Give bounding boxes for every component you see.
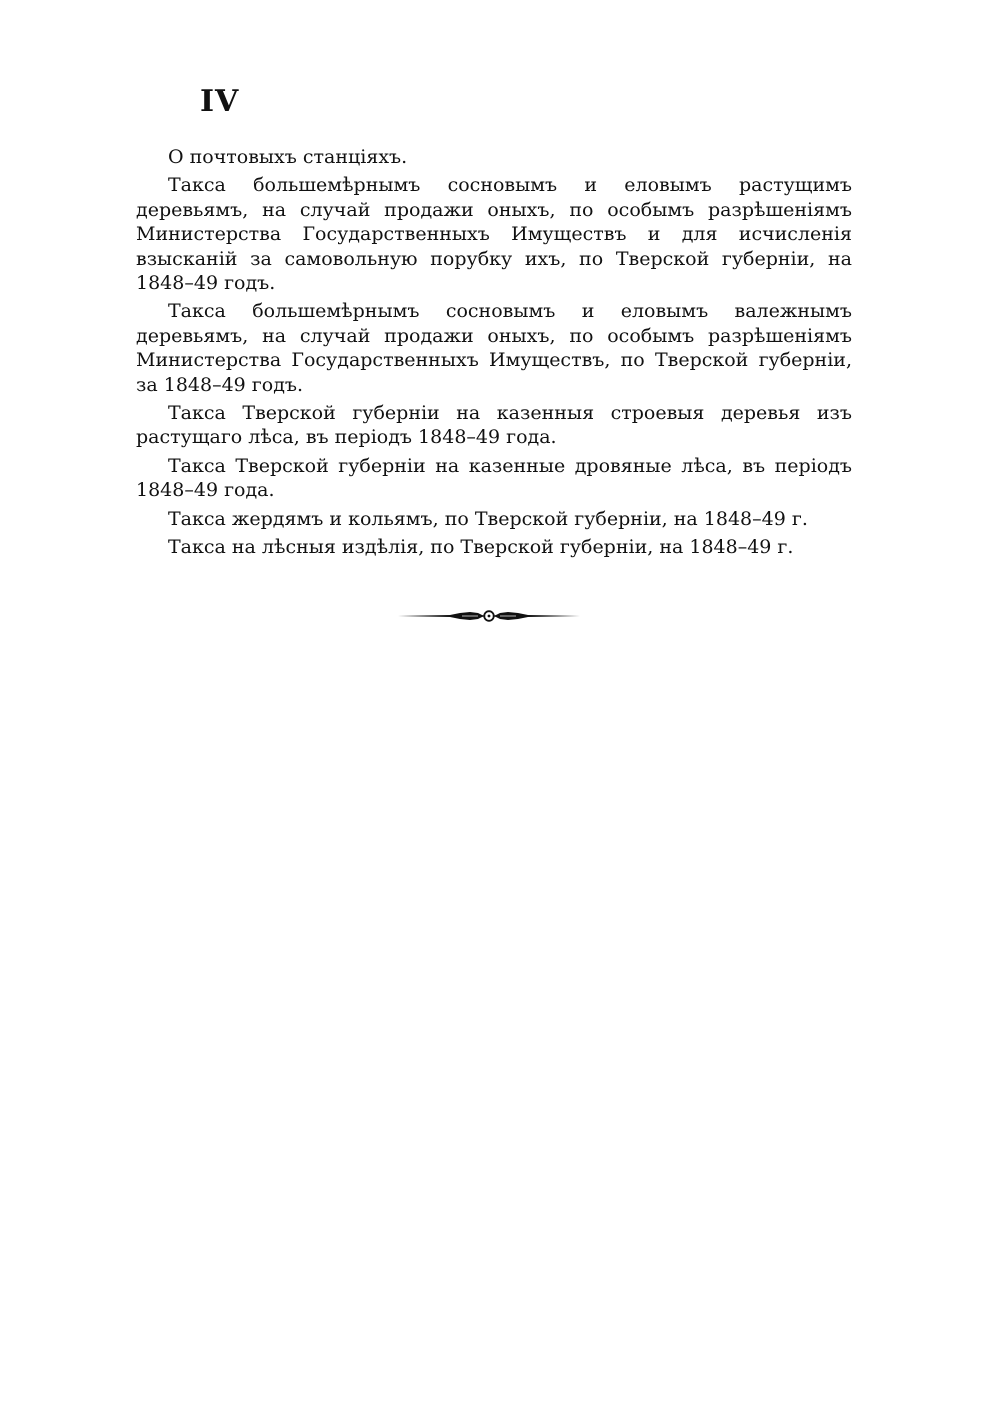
toc-entry-wood-products-tariff: Такса на лѣсныя издѣлія, по Тверской губерніи, на 1848–49 г. bbox=[168, 536, 794, 559]
ornament-divider-icon bbox=[398, 606, 580, 626]
toc-entry-postal-stations: О почтовыхъ станціяхъ. bbox=[168, 146, 408, 168]
toc-entry-growing-trees-tariff: Такса большемѣрнымъ сосновымъ и еловымъ растущимъ деревьямъ, на случай продажи оныхъ, по особымъ разрѣшеніямъ Министерства Государственныхъ Имуществъ и для исчисленія взысканій за самовольную порубку ихъ, по Тверской губерніи, на 1848–49 годъ. bbox=[136, 174, 852, 295]
toc-entry-poles-stakes-tariff: Такса жердямъ и кольямъ, по Тверской губерніи, на 1848–49 г. bbox=[168, 507, 808, 530]
toc-entry-fallen-trees-tariff: Такса большемѣрнымъ сосновымъ и еловымъ валежнымъ деревьямъ, на случай продажи оныхъ, по особымъ разрѣшеніямъ Министерства Государственныхъ Имуществъ, по Тверской губерніи, за 1848–49 годъ. bbox=[136, 300, 852, 396]
toc-entry-building-timber-tariff: Такса Тверской губерніи на казенныя строевыя деревья изъ растущаго лѣса, въ періодъ 1848–49 года. bbox=[136, 402, 852, 449]
table-of-contents bbox=[136, 145, 852, 560]
page-number: IV bbox=[200, 84, 240, 119]
toc-entry-firewood-tariff: Такса Тверской губерніи на казенные дровяные лѣса, въ періодъ 1848–49 года. bbox=[136, 454, 852, 502]
